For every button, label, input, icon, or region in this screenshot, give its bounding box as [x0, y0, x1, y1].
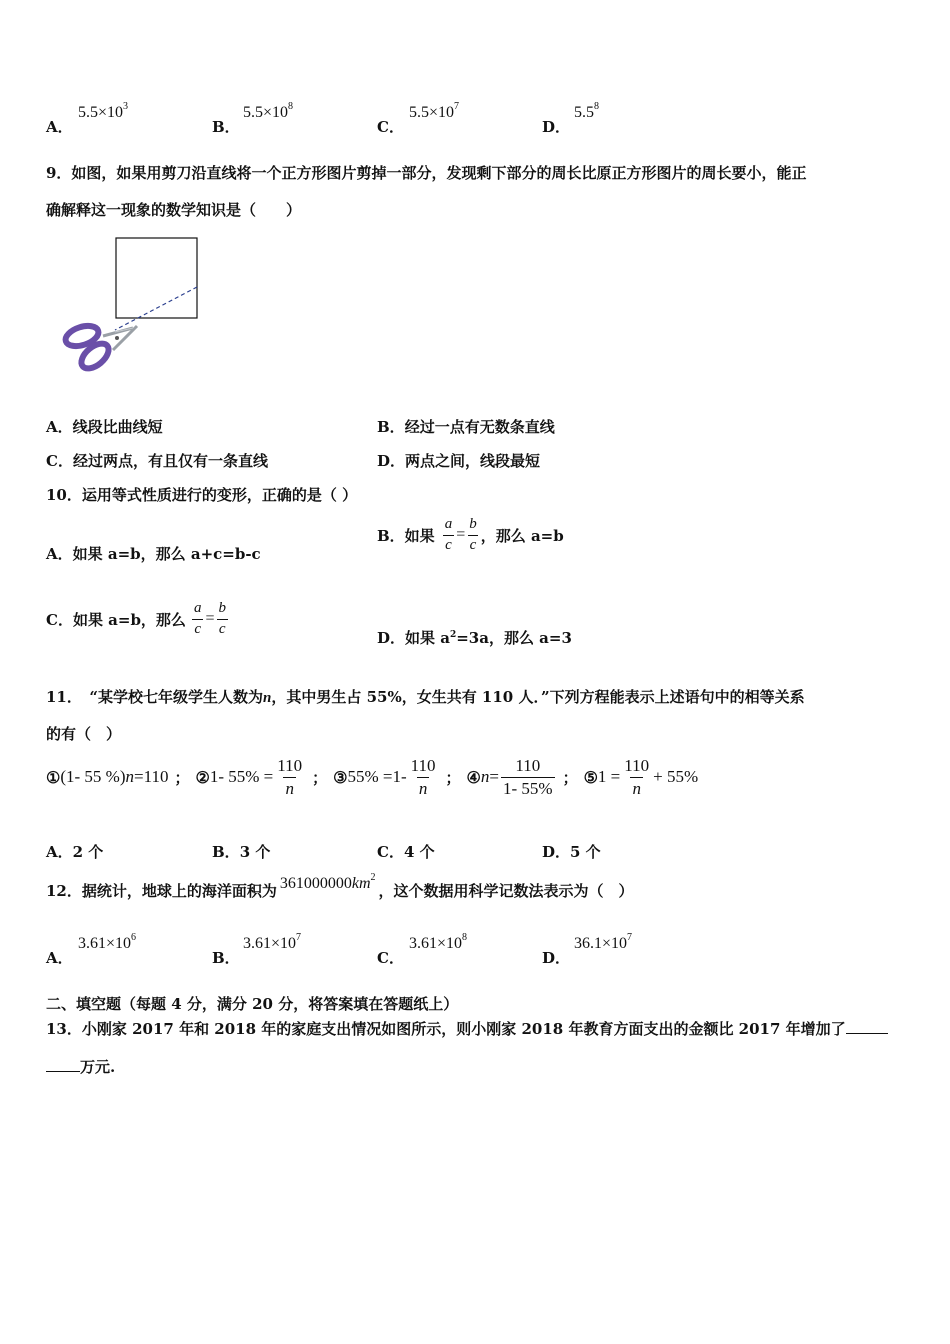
fraction-a-over-c: $\frac{a}{c}$: [193, 600, 202, 637]
equation-2: 1- 55% = $\frac{110}{n}$: [209, 756, 303, 798]
q10-option-c: C．如果 a=b，那么 $\frac{a}{c}$ = $\frac{b}{c}$: [46, 600, 226, 637]
eq5-marker: ⑤: [583, 767, 598, 787]
q9-stem-line1: 9．如图，如果用剪刀沿直线将一个正方形图片剪掉一部分，发现剩下部分的周长比原正方形图片的周长要小，能正: [46, 164, 807, 182]
q8-option-d-value: $5.5^8$: [574, 101, 599, 121]
answer-blank-continued: [46, 1057, 80, 1072]
q12-option-d: D．: [542, 949, 571, 967]
eq3-marker: ③: [333, 767, 348, 787]
cut-line: [115, 287, 197, 330]
q8-option-c: C．: [377, 118, 404, 136]
q8-option-a-value: $5.5\times 10^3$: [78, 101, 129, 121]
q12-option-a-value: $3.61\times 10^6$: [78, 932, 137, 952]
q8-option-a: A．: [46, 118, 73, 136]
scissors-icon: [63, 322, 137, 373]
q12-option-c: C．: [377, 949, 404, 967]
q11-option-a: A．2 个: [46, 843, 104, 861]
q12-option-d-value: $36.1\times 10^7$: [574, 932, 633, 952]
q9-stem-line2: 确解释这一现象的数学知识是（ ）: [46, 201, 302, 219]
eq4-marker: ④: [466, 767, 481, 787]
q8-option-c-value: $5.5\times 10^7$: [409, 101, 460, 121]
equation-5: 1 = $\frac{110}{n}$ + 55%: [597, 756, 699, 798]
equation-3: 55% =1- $\frac{110}{n}$: [347, 756, 436, 798]
q11-stem-line1: 11． “某学校七年级学生人数为n，其中男生占 55%，女生共有 110 人．”下列方程能表示上述语句中的相等关系: [46, 688, 805, 706]
q11-option-b: B．3 个: [212, 843, 271, 861]
q13-stem-line2: 万元.: [46, 1056, 115, 1077]
q9-option-d: D．两点之间，线段最短: [377, 452, 541, 470]
q11-stem-line2: 的有（ ）: [46, 725, 122, 743]
fraction-b-over-c: $\frac{b}{c}$: [218, 600, 226, 637]
fraction-b-over-c: $\frac{b}{c}$: [469, 516, 477, 553]
eq2-marker: ②: [195, 767, 210, 787]
equation-4: n = $\frac{110}{1- 55\%}$: [480, 756, 553, 798]
answer-blank: [846, 1019, 888, 1034]
section-heading: 二、填空题（每题 4 分，满分 20 分，将答案填在答题纸上）: [46, 995, 459, 1013]
q12-option-a: A．: [46, 949, 73, 967]
square-cut-figure: [55, 232, 205, 377]
q10-stem: 10．运用等式性质进行的变形，正确的是（ ）: [46, 486, 358, 504]
q10-option-d: D．如果 $a^2=3a$，那么 a=3: [377, 629, 572, 647]
q11-equations: ① (1- 55 %) n =110 ； ② 1- 55% = $\frac{110}{n}$ ； ③ 55% =1- $\frac{110}{n}$ ； ④ n = $\frac{110}{1- 55\%}$ ； ⑤ 1 = $\frac{110}{n}$ + 55%: [46, 756, 699, 798]
q12-option-b: B．: [212, 949, 240, 967]
q9-option-a: A．线段比曲线短: [46, 418, 163, 436]
q10-option-b: B．如果 $\frac{a}{c}$ = $\frac{b}{c}$ ，那么 a=b: [377, 516, 564, 553]
q12-option-b-value: $3.61\times 10^7$: [243, 932, 302, 952]
q11-option-d: D．5 个: [542, 843, 601, 861]
q8-option-d: D．: [542, 118, 571, 136]
equation-1: (1- 55 %) n =110: [60, 767, 169, 787]
fraction-a-over-c: $\frac{a}{c}$: [444, 516, 453, 553]
eq1-marker: ①: [46, 767, 61, 787]
q8-option-b-value: $5.5\times 10^8$: [243, 101, 294, 121]
ocean-area-value: $361000000km^2$: [279, 872, 376, 892]
square-shape: [116, 238, 197, 318]
q12-option-c-value: $3.61\times 10^8$: [409, 932, 468, 952]
q9-option-b: B．经过一点有无数条直线: [377, 418, 555, 436]
q8-option-b: B．: [212, 118, 240, 136]
q12-stem: 12．据统计，地球上的海洋面积为 $361000000km^2$ ，这个数据用科学记数法表示为（ ）: [46, 872, 634, 900]
q9-option-c: C．经过两点，有且仅有一条直线: [46, 452, 268, 470]
q11-option-c: C．4 个: [377, 843, 435, 861]
q10-option-a: A．如果 a=b，那么 a+c=b-c: [46, 545, 261, 563]
q13-stem-line1: 13．小刚家 2017 年和 2018 年的家庭支出情况如图所示，则小刚家 2018 年教育方面支出的金额比 2017 年增加了: [46, 1018, 888, 1039]
